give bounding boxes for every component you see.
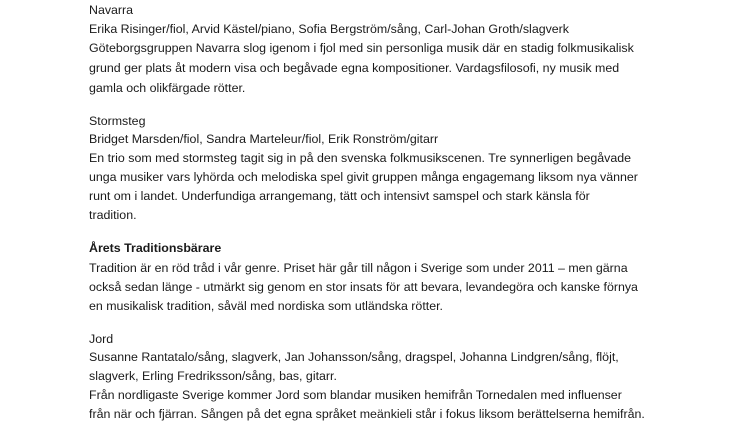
stormsteg-body-line: unga musiker vars lyhörda och melodiska spel givit gruppen många engagemang liksom nya vänner [89,170,638,184]
navarra-members: Erika Risinger/fiol, Arvid Kästel/piano, Sofia Bergström/sång, Carl-Johan Groth/slagverk [89,22,570,36]
jord-body-line: från när och fjärran. Sången på det egna språket meänkieli står i fokus liksom berättelserna hemifrån. [89,407,645,421]
traditionsbarare-body-line: också sedan länge - utmärkt sig genom en stor insats för att bevara, levandegöra och kanske förnya [89,280,638,294]
navarra-body-line: Göteborgsgruppen Navarra slog igenom i fjol med sin personliga musik där en stadig folkmusikalisk [89,41,634,55]
stormsteg-members: Bridget Marsden/fiol, Sandra Marteleur/fiol, Erik Ronström/gitarr [89,132,439,146]
stormsteg-body-line: runt om i landet. Underfundiga arrangemang, tätt och intensivt samspel och stark känsla för [89,189,590,203]
stormsteg-body-line: tradition. [89,208,137,222]
jord-title: Jord [89,332,114,346]
traditionsbarare-body-line: en musikalisk tradition, såväl med nordiska som utländska rötter. [89,299,443,313]
navarra-body-line: gamla och olikfärgade rötter. [89,81,246,95]
traditionsbarare-body-line: Tradition är en röd tråd i vår genre. Priset här går till någon i Sverige som under 2011 – men gärna [89,261,628,275]
stormsteg-body-line: En trio som med stormsteg tagit sig in på den svenska folkmusikscenen. Tre synnerligen begåvade [89,151,632,165]
jord-members-line: slagverk, Erling Fredriksson/sång, bas, gitarr. [89,369,337,383]
jord-members-line: Susanne Rantatalo/sång, slagverk, Jan Johansson/sång, dragspel, Johanna Lindgren/sång, flöjt, [89,350,619,364]
navarra-body-line: grund ger plats åt modern visa och begåvade egna kompositioner. Vardagsfilosofi, ny musik med [89,61,620,75]
traditionsbarare-heading: Årets Traditionsbärare [89,241,222,255]
navarra-title: Navarra [89,3,134,17]
stormsteg-title: Stormsteg [89,114,146,128]
jord-body-line: Från nordligaste Sverige kommer Jord som blandar musiken hemifrån Tornedalen med influenser [89,388,622,402]
